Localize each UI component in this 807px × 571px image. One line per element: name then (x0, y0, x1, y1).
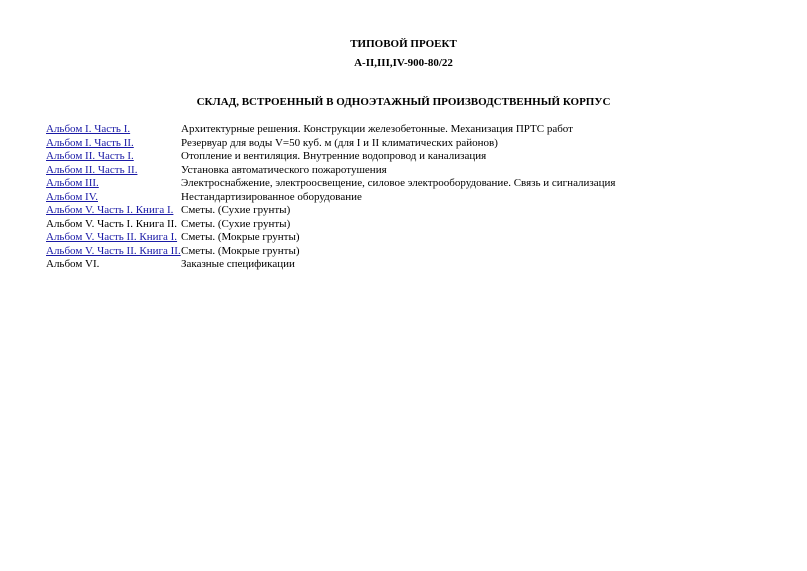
album-link[interactable]: Альбом I. Часть II. (46, 136, 134, 149)
album-description: Отопление и вентиляция. Внутренние водопровод и канализация (181, 150, 487, 162)
album-row (46, 150, 766, 164)
album-row (46, 245, 766, 259)
album-link[interactable]: Альбом V. Часть II. Книга II. (46, 244, 181, 257)
album-link[interactable]: Альбом IV. (46, 190, 98, 203)
album-row (46, 258, 766, 272)
album-description: Резервуар для воды V=50 куб. м (для I и II климатических районов) (181, 136, 498, 149)
album-row (46, 218, 766, 232)
album-link[interactable]: Альбом I. Часть I. (46, 123, 131, 135)
album-row (46, 123, 766, 137)
album-link[interactable]: Альбом II. Часть II. (46, 163, 138, 176)
album-row (46, 164, 766, 178)
document-title: ТИПОВОЙ ПРОЕКТ (350, 38, 457, 50)
album-link[interactable]: Альбом II. Часть I. (46, 150, 134, 162)
album-row (46, 231, 766, 245)
album-description: Архитектурные решения. Конструкции железобетонные. Механизация ПРТС работ (181, 123, 573, 135)
album-description: Сметы. (Сухие грунты) (181, 217, 291, 230)
album-description: Сметы. (Мокрые грунты) (181, 244, 300, 257)
album-list (46, 123, 766, 272)
album-row (46, 137, 766, 151)
album-row (46, 204, 766, 218)
album-link[interactable]: Альбом V. Часть I. Книга I. (46, 204, 174, 216)
album-row (46, 177, 766, 191)
album-description: Установка автоматического пожаротушения (181, 163, 387, 176)
document-subtitle: СКЛАД, ВСТРОЕННЫЙ В ОДНОЭТАЖНЫЙ ПРОИЗВОДСТВЕННЫЙ КОРПУС (196, 96, 611, 108)
album-link[interactable]: Альбом V. Часть II. Книга I. (46, 231, 178, 243)
album-description: Сметы. (Мокрые грунты) (181, 231, 300, 243)
project-code: А-II,III,IV-900-80/22 (354, 57, 453, 69)
album-label: Альбом VI. (46, 258, 100, 270)
album-description: Заказные спецификации (181, 258, 295, 270)
album-row (46, 191, 766, 205)
album-label: Альбом V. Часть I. Книга II. (46, 217, 178, 230)
album-description: Сметы. (Сухие грунты) (181, 204, 291, 216)
album-description: Нестандартизированное оборудование (181, 190, 362, 203)
album-description: Электроснабжение, электроосвещение, силовое электрооборудование. Связь и сигнализация (181, 177, 616, 189)
album-link[interactable]: Альбом III. (46, 177, 99, 189)
